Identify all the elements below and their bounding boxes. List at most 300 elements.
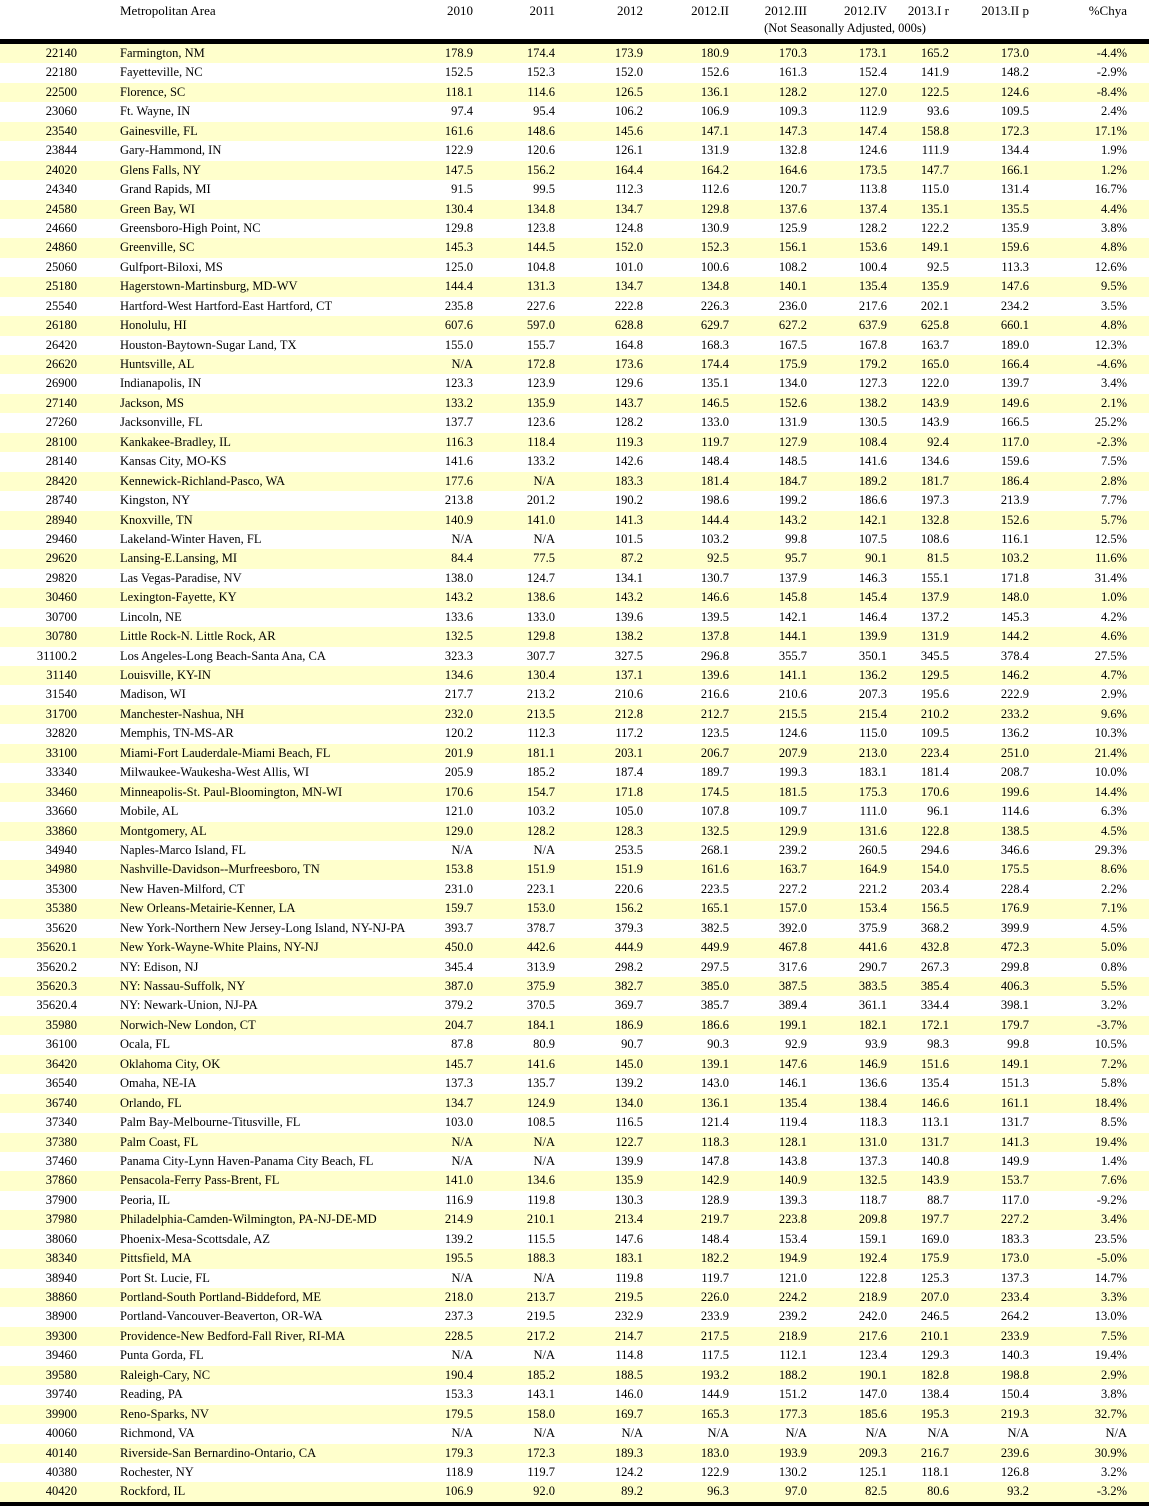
metro-code: 27140 (45, 395, 77, 410)
metro-code: 40420 (45, 1484, 77, 1499)
value-2012-q4: 122.8 (858, 1270, 887, 1285)
pct-change: -4.6% (1096, 357, 1127, 371)
value-2010: 153.3 (444, 1387, 473, 1402)
metro-code: 33660 (45, 804, 77, 819)
value-2012-q4: 190.1 (858, 1367, 887, 1382)
value-2012: 122.7 (614, 1134, 643, 1149)
value-2012-q3: 227.2 (778, 881, 807, 896)
value-2012-q3: 121.0 (778, 1270, 807, 1285)
metro-name: Lexington-Fayette, KY (120, 590, 237, 605)
table-row (0, 1444, 1149, 1463)
table-row (0, 958, 1149, 977)
value-2011: 133.2 (526, 454, 555, 469)
value-2012-q3: 112.1 (779, 1348, 807, 1363)
table-row (0, 549, 1149, 568)
pct-change: 3.5% (1100, 298, 1127, 313)
value-2012-q4: 185.6 (858, 1406, 887, 1421)
value-2011: 108.5 (526, 1115, 555, 1130)
metro-code: 22180 (45, 65, 77, 80)
value-2013-q2p: 147.6 (1000, 279, 1029, 294)
value-2011: 148.6 (526, 123, 555, 138)
metro-name: Palm Coast, FL (120, 1134, 199, 1149)
value-2010: 116.3 (445, 434, 473, 449)
value-2012-q2: 136.1 (700, 1095, 729, 1110)
value-2012: 382.7 (614, 979, 643, 993)
value-2012: 134.0 (614, 1095, 643, 1110)
pct-change: 5.8% (1100, 1076, 1127, 1091)
value-2011: 114.6 (527, 84, 555, 99)
value-2013-q1r: 93.6 (927, 104, 949, 119)
value-2011: 154.7 (526, 784, 555, 799)
table-row (0, 122, 1149, 141)
table-row (0, 1482, 1149, 1501)
pct-change: -9.2% (1096, 1192, 1127, 1207)
value-2013-q1r: 175.9 (920, 1251, 949, 1266)
value-2010: 179.5 (444, 1406, 473, 1421)
value-2013-q1r: 368.2 (920, 920, 949, 935)
table-row (0, 297, 1149, 316)
value-2012: 327.5 (614, 648, 643, 663)
table-row (0, 1035, 1149, 1054)
value-2012-q4: 350.1 (858, 648, 887, 663)
metro-code: 35620.4 (36, 998, 77, 1013)
value-2010: 137.3 (444, 1076, 473, 1091)
value-2010: 232.0 (444, 706, 473, 721)
metro-name: NY: Nassau-Suffolk, NY (120, 979, 246, 993)
value-2012-q3: 164.6 (778, 162, 807, 177)
value-2012: 187.4 (614, 765, 643, 780)
table-row (0, 238, 1149, 257)
value-2012-q2: 147.1 (700, 123, 729, 138)
value-2010: 132.5 (444, 629, 473, 644)
value-2012-q3: 151.2 (778, 1387, 807, 1402)
value-2013-q1r: 115.0 (921, 182, 949, 197)
value-2013-q2p: 103.2 (1000, 551, 1029, 566)
value-2010: 84.4 (451, 551, 473, 566)
value-2011: 185.2 (526, 765, 555, 780)
value-2012-q4: 124.6 (858, 143, 887, 158)
value-2010: 134.7 (444, 1095, 473, 1110)
metro-code: 27260 (45, 415, 77, 430)
table-row (0, 413, 1149, 432)
value-2012-q4: 90.1 (865, 551, 887, 566)
table-row (0, 647, 1149, 666)
pct-change: 12.3% (1094, 337, 1127, 352)
value-2012-q3: 145.8 (778, 590, 807, 605)
metro-code: 39460 (45, 1348, 77, 1363)
value-2010: 155.0 (444, 337, 473, 352)
value-2011: 130.4 (526, 668, 555, 682)
value-2013-q2p: 151.3 (1000, 1076, 1029, 1091)
table-row (0, 1230, 1149, 1249)
metro-code: 38060 (45, 1231, 77, 1246)
value-2012-q3: 389.4 (778, 998, 807, 1013)
value-2013-q2p: 199.6 (1000, 784, 1029, 799)
value-2012-q4: 115.0 (859, 726, 887, 741)
value-2013-q2p: 173.0 (1000, 1251, 1029, 1266)
value-2012-q4: 153.6 (858, 240, 887, 255)
value-2010: 137.7 (444, 415, 473, 430)
value-2013-q2p: 219.3 (1000, 1406, 1029, 1421)
table-row (0, 860, 1149, 879)
value-2012-q4: 112.9 (859, 104, 887, 119)
value-2012-q3: 181.5 (778, 784, 807, 799)
value-2010: 120.2 (444, 726, 473, 741)
table-row (0, 374, 1149, 393)
value-2012: 124.8 (614, 220, 643, 235)
value-2012-q2: 96.3 (707, 1484, 729, 1499)
metro-code: 37860 (45, 1173, 77, 1188)
value-2012-q4: 139.9 (858, 629, 887, 644)
metro-name: NY: Edison, NJ (120, 959, 199, 974)
value-2013-q1r: 154.0 (920, 862, 949, 877)
value-2012-q3: 224.2 (778, 1290, 807, 1304)
value-2013-q2p: 234.2 (1000, 298, 1029, 313)
pct-change: 2.9% (1100, 1367, 1127, 1382)
value-2012-q4: 207.3 (858, 687, 887, 702)
value-2012: 152.0 (614, 240, 643, 255)
value-2012: 142.6 (614, 454, 643, 469)
value-2010: N/A (451, 1348, 473, 1363)
value-2013-q1r: 80.6 (927, 1484, 949, 1499)
pct-change: 10.3% (1094, 726, 1127, 741)
value-2012-q4: 147.4 (858, 123, 887, 138)
table-row (0, 1152, 1149, 1171)
metro-name: Rockford, IL (120, 1484, 186, 1499)
value-2012-q2: 189.7 (700, 765, 729, 780)
value-2013-q1r: 385.4 (920, 979, 949, 993)
value-2011: 123.9 (526, 376, 555, 391)
pct-change: 4.5% (1100, 920, 1127, 935)
value-2012-q2: 129.8 (700, 201, 729, 216)
value-2012: 126.1 (614, 143, 643, 158)
value-2012-q3: 137.6 (778, 201, 807, 216)
value-2013-q1r: 149.1 (920, 240, 949, 255)
value-2010: 205.9 (444, 765, 473, 780)
value-2010: 379.2 (444, 998, 473, 1013)
table-row (0, 491, 1149, 510)
value-2011: 185.2 (526, 1367, 555, 1382)
value-2010: N/A (451, 842, 473, 857)
metro-code: 36420 (45, 1056, 77, 1071)
metro-code: 31540 (45, 687, 77, 702)
value-2012-q4: 183.1 (858, 765, 887, 780)
metro-name: Norwich-New London, CT (120, 1017, 256, 1032)
value-2013-q2p: 175.5 (1000, 862, 1029, 877)
value-2013-q1r: 151.6 (920, 1056, 949, 1071)
metro-name: Indianapolis, IN (120, 376, 202, 391)
value-2012-q3: 199.1 (778, 1017, 807, 1032)
value-2010: 159.7 (444, 901, 473, 916)
table-header-row (0, 2, 1149, 19)
value-2012-q3: 99.8 (785, 531, 807, 546)
value-2011: 227.6 (526, 298, 555, 313)
value-2012-q2: 135.1 (700, 376, 729, 391)
metro-name: Lincoln, NE (120, 609, 182, 624)
pct-change: 23.5% (1094, 1231, 1127, 1246)
pct-change: 12.5% (1094, 531, 1127, 546)
value-2012-q4: 242.0 (858, 1309, 887, 1324)
value-2010: 213.8 (444, 493, 473, 508)
value-2012-q2: 131.9 (700, 143, 729, 158)
value-2012-q3: 188.2 (778, 1367, 807, 1382)
table-row (0, 83, 1149, 102)
value-2013-q1r: 137.2 (920, 609, 949, 624)
value-2013-q2p: 166.1 (1000, 162, 1029, 177)
pct-change: 7.2% (1100, 1056, 1127, 1071)
metro-name: Richmond, VA (120, 1426, 195, 1441)
table-row (0, 355, 1149, 374)
value-2012: 146.0 (614, 1387, 643, 1402)
value-2013-q1r: 195.6 (920, 687, 949, 702)
col-header-2010: 2010 (447, 3, 473, 18)
table-bottom-rule (0, 1502, 1149, 1506)
value-2013-q2p: 99.8 (1007, 1037, 1029, 1052)
value-2012: 87.2 (621, 551, 643, 566)
value-2012-q3: 140.9 (778, 1173, 807, 1188)
value-2011: 442.6 (526, 940, 555, 955)
value-2011: 151.9 (526, 862, 555, 877)
metro-name: Rochester, NY (120, 1464, 194, 1479)
value-2013-q2p: 233.9 (1000, 1328, 1029, 1343)
metro-code: 37340 (45, 1115, 77, 1130)
value-2011: 124.9 (526, 1095, 555, 1110)
value-2013-q1r: 172.1 (920, 1017, 949, 1032)
value-2013-q1r: 92.4 (927, 434, 949, 449)
value-2013-q2p: 93.2 (1007, 1484, 1029, 1499)
metro-code: 33100 (45, 745, 77, 760)
value-2013-q1r: 165.2 (920, 46, 949, 60)
value-2013-q1r: 111.9 (921, 143, 949, 158)
value-2012-q4: 186.6 (858, 493, 887, 508)
value-2010: 393.7 (444, 920, 473, 935)
value-2013-q1r: 129.5 (920, 668, 949, 682)
pct-change: 9.6% (1100, 706, 1127, 721)
value-2012-q2: 152.3 (700, 240, 729, 255)
value-2011: 118.4 (527, 434, 555, 449)
metro-name: Kennewick-Richland-Pasco, WA (120, 473, 286, 488)
metro-code: 28420 (45, 473, 77, 488)
value-2013-q2p: 124.6 (1000, 84, 1029, 99)
value-2012-q4: 182.1 (858, 1017, 887, 1032)
value-2012-q2: 112.6 (701, 182, 729, 197)
value-2013-q1r: 210.2 (920, 706, 949, 721)
value-2010: 125.0 (444, 259, 473, 274)
value-2012-q2: 212.7 (700, 706, 729, 721)
value-2013-q2p: 399.9 (1000, 920, 1029, 935)
value-2011: 92.0 (533, 1484, 555, 1499)
metro-code: 23060 (45, 104, 77, 119)
value-2013-q1r: 135.9 (920, 279, 949, 294)
value-2012-q3: 125.9 (778, 220, 807, 235)
value-2010: 231.0 (444, 881, 473, 896)
metro-name: Orlando, FL (120, 1095, 182, 1110)
value-2010: 143.2 (444, 590, 473, 605)
value-2011: 143.1 (526, 1387, 555, 1402)
value-2012-q2: 223.5 (700, 881, 729, 896)
value-2011: 124.7 (526, 570, 555, 585)
value-2012-q2: 130.7 (700, 570, 729, 585)
value-2013-q2p: 137.3 (1000, 1270, 1029, 1285)
metro-name: Greensboro-High Point, NC (120, 220, 261, 235)
metro-code: 34980 (45, 862, 77, 877)
metro-name: Ft. Wayne, IN (120, 104, 191, 119)
value-2011: 155.7 (526, 337, 555, 352)
value-2013-q1r: 210.1 (920, 1328, 949, 1343)
value-2012-q3: 131.9 (778, 415, 807, 430)
value-2012-q3: 184.7 (778, 473, 807, 488)
pct-change: 8.6% (1100, 862, 1127, 877)
value-2012: 213.4 (614, 1212, 643, 1227)
metro-code: 34940 (45, 842, 77, 857)
value-2011: 313.9 (526, 959, 555, 974)
value-2010: 138.0 (444, 570, 473, 585)
value-2013-q2p: 233.4 (1000, 1290, 1029, 1304)
value-2013-q1r: 146.6 (920, 1095, 949, 1110)
value-2012-q4: 82.5 (865, 1484, 887, 1499)
value-2012-q3: 467.8 (778, 940, 807, 955)
value-2012-q2: 132.5 (700, 823, 729, 838)
value-2011: 156.2 (526, 162, 555, 177)
table-row (0, 666, 1149, 685)
value-2010: 152.5 (444, 65, 473, 80)
value-2010: N/A (451, 1134, 473, 1149)
pct-change: -2.9% (1096, 65, 1127, 80)
value-2013-q2p: 186.4 (1000, 473, 1029, 488)
value-2012: 128.3 (614, 823, 643, 838)
value-2012-q4: 127.3 (858, 376, 887, 391)
value-2012-q2: 174.4 (700, 357, 729, 371)
table-row (0, 1307, 1149, 1326)
value-2012: 139.2 (614, 1076, 643, 1091)
metro-code: 31700 (45, 706, 77, 721)
metro-code: 30460 (45, 590, 77, 605)
value-2012-q2: 148.4 (700, 1231, 729, 1246)
value-2012-q4: 146.4 (858, 609, 887, 624)
value-2012-q2: 165.3 (700, 1406, 729, 1421)
value-2012-q2: 296.8 (700, 648, 729, 663)
value-2012-q3: 236.0 (778, 298, 807, 313)
value-2013-q2p: 166.5 (1000, 415, 1029, 430)
value-2010: 133.6 (444, 609, 473, 624)
value-2012-q2: 119.7 (701, 1270, 729, 1285)
table-row (0, 1094, 1149, 1113)
value-2012-q3: 161.3 (778, 65, 807, 80)
value-2012-q2: 146.6 (700, 590, 729, 605)
metro-code: 37900 (45, 1192, 77, 1207)
metro-code: 24340 (45, 182, 77, 197)
table-row (0, 996, 1149, 1015)
pct-change: 5.7% (1100, 512, 1127, 527)
metro-code: 37380 (45, 1134, 77, 1149)
value-2012-q3: 317.6 (778, 959, 807, 974)
metro-name: Kingston, NY (120, 493, 191, 508)
pct-change: 12.6% (1094, 259, 1127, 274)
value-2012-q2: 139.1 (700, 1056, 729, 1071)
value-2010: 204.7 (444, 1017, 473, 1032)
table-row (0, 1385, 1149, 1404)
value-2011: 77.5 (533, 551, 555, 566)
pct-change: 1.2% (1100, 162, 1127, 177)
metro-name: Oklahoma City, OK (120, 1056, 221, 1071)
value-2012-q4: 131.6 (858, 823, 887, 838)
value-2011: 123.6 (526, 415, 555, 430)
value-2010: 235.8 (444, 298, 473, 313)
value-2011: 119.8 (527, 1192, 555, 1207)
value-2012-q3: 143.2 (778, 512, 807, 527)
value-2011: 133.0 (526, 609, 555, 624)
value-2012: 628.8 (614, 318, 643, 333)
pct-change: 19.4% (1094, 1348, 1127, 1363)
metro-code: 30780 (45, 629, 77, 644)
metro-name: Riverside-San Bernardino-Ontario, CA (120, 1445, 317, 1460)
metro-name: Honolulu, HI (120, 318, 187, 333)
value-2012-q3: 223.8 (778, 1212, 807, 1227)
table-row (0, 277, 1149, 296)
value-2011: N/A (533, 1153, 555, 1168)
value-2011: N/A (533, 1426, 555, 1441)
value-2013-q1r: 138.4 (920, 1387, 949, 1402)
value-2012: 214.7 (614, 1328, 643, 1343)
value-2012: 90.7 (621, 1037, 643, 1052)
pct-change: 14.7% (1094, 1270, 1127, 1285)
value-2012: 220.6 (614, 881, 643, 896)
metro-code: 35980 (45, 1017, 77, 1032)
value-2013-q1r: 108.6 (920, 531, 949, 546)
value-2012-q4: 221.2 (858, 881, 887, 896)
value-2012-q2: 134.8 (700, 279, 729, 294)
metro-name: Knoxville, TN (120, 512, 193, 527)
value-2013-q1r: 625.8 (920, 318, 949, 333)
metro-code: 26900 (45, 376, 77, 391)
value-2013-q1r: 92.5 (927, 259, 949, 274)
table-row (0, 880, 1149, 899)
col-header-2013-q1r: 2013.I r (907, 3, 949, 18)
value-2010: 228.5 (444, 1328, 473, 1343)
value-2010: 190.4 (444, 1367, 473, 1382)
table-row (0, 627, 1149, 646)
metro-name: Providence-New Bedford-Fall River, RI-MA (120, 1328, 346, 1343)
value-2013-q1r: 181.4 (920, 765, 949, 780)
value-2013-q1r: 432.8 (920, 940, 949, 955)
value-2012-q2: 226.3 (700, 298, 729, 313)
value-2012-q2: 139.6 (700, 668, 729, 682)
value-2013-q2p: 183.3 (1000, 1231, 1029, 1246)
metro-code: 24580 (45, 201, 77, 216)
value-2013-q2p: 166.4 (1000, 357, 1029, 371)
pct-change: 6.3% (1100, 804, 1127, 819)
table-row (0, 1171, 1149, 1190)
metro-name: Portland-South Portland-Biddeford, ME (120, 1290, 322, 1304)
table-row (0, 588, 1149, 607)
value-2012-q4: 209.8 (858, 1212, 887, 1227)
metro-name: Jacksonville, FL (120, 415, 203, 430)
value-2011: 210.1 (526, 1212, 555, 1227)
value-2013-q1r: 163.7 (920, 337, 949, 352)
value-2012-q4: 159.1 (858, 1231, 887, 1246)
value-2012: 222.8 (614, 298, 643, 313)
table-row (0, 763, 1149, 782)
value-2012: 189.3 (614, 1445, 643, 1460)
value-2012: 112.3 (615, 182, 643, 197)
value-2012: 105.0 (614, 804, 643, 819)
pct-change: 10.5% (1094, 1037, 1127, 1052)
value-2013-q2p: 109.5 (1000, 104, 1029, 119)
value-2012-q2: 217.5 (700, 1328, 729, 1343)
table-row (0, 919, 1149, 938)
value-2012-q4: 145.4 (858, 590, 887, 605)
value-2012-q2: 103.2 (700, 531, 729, 546)
